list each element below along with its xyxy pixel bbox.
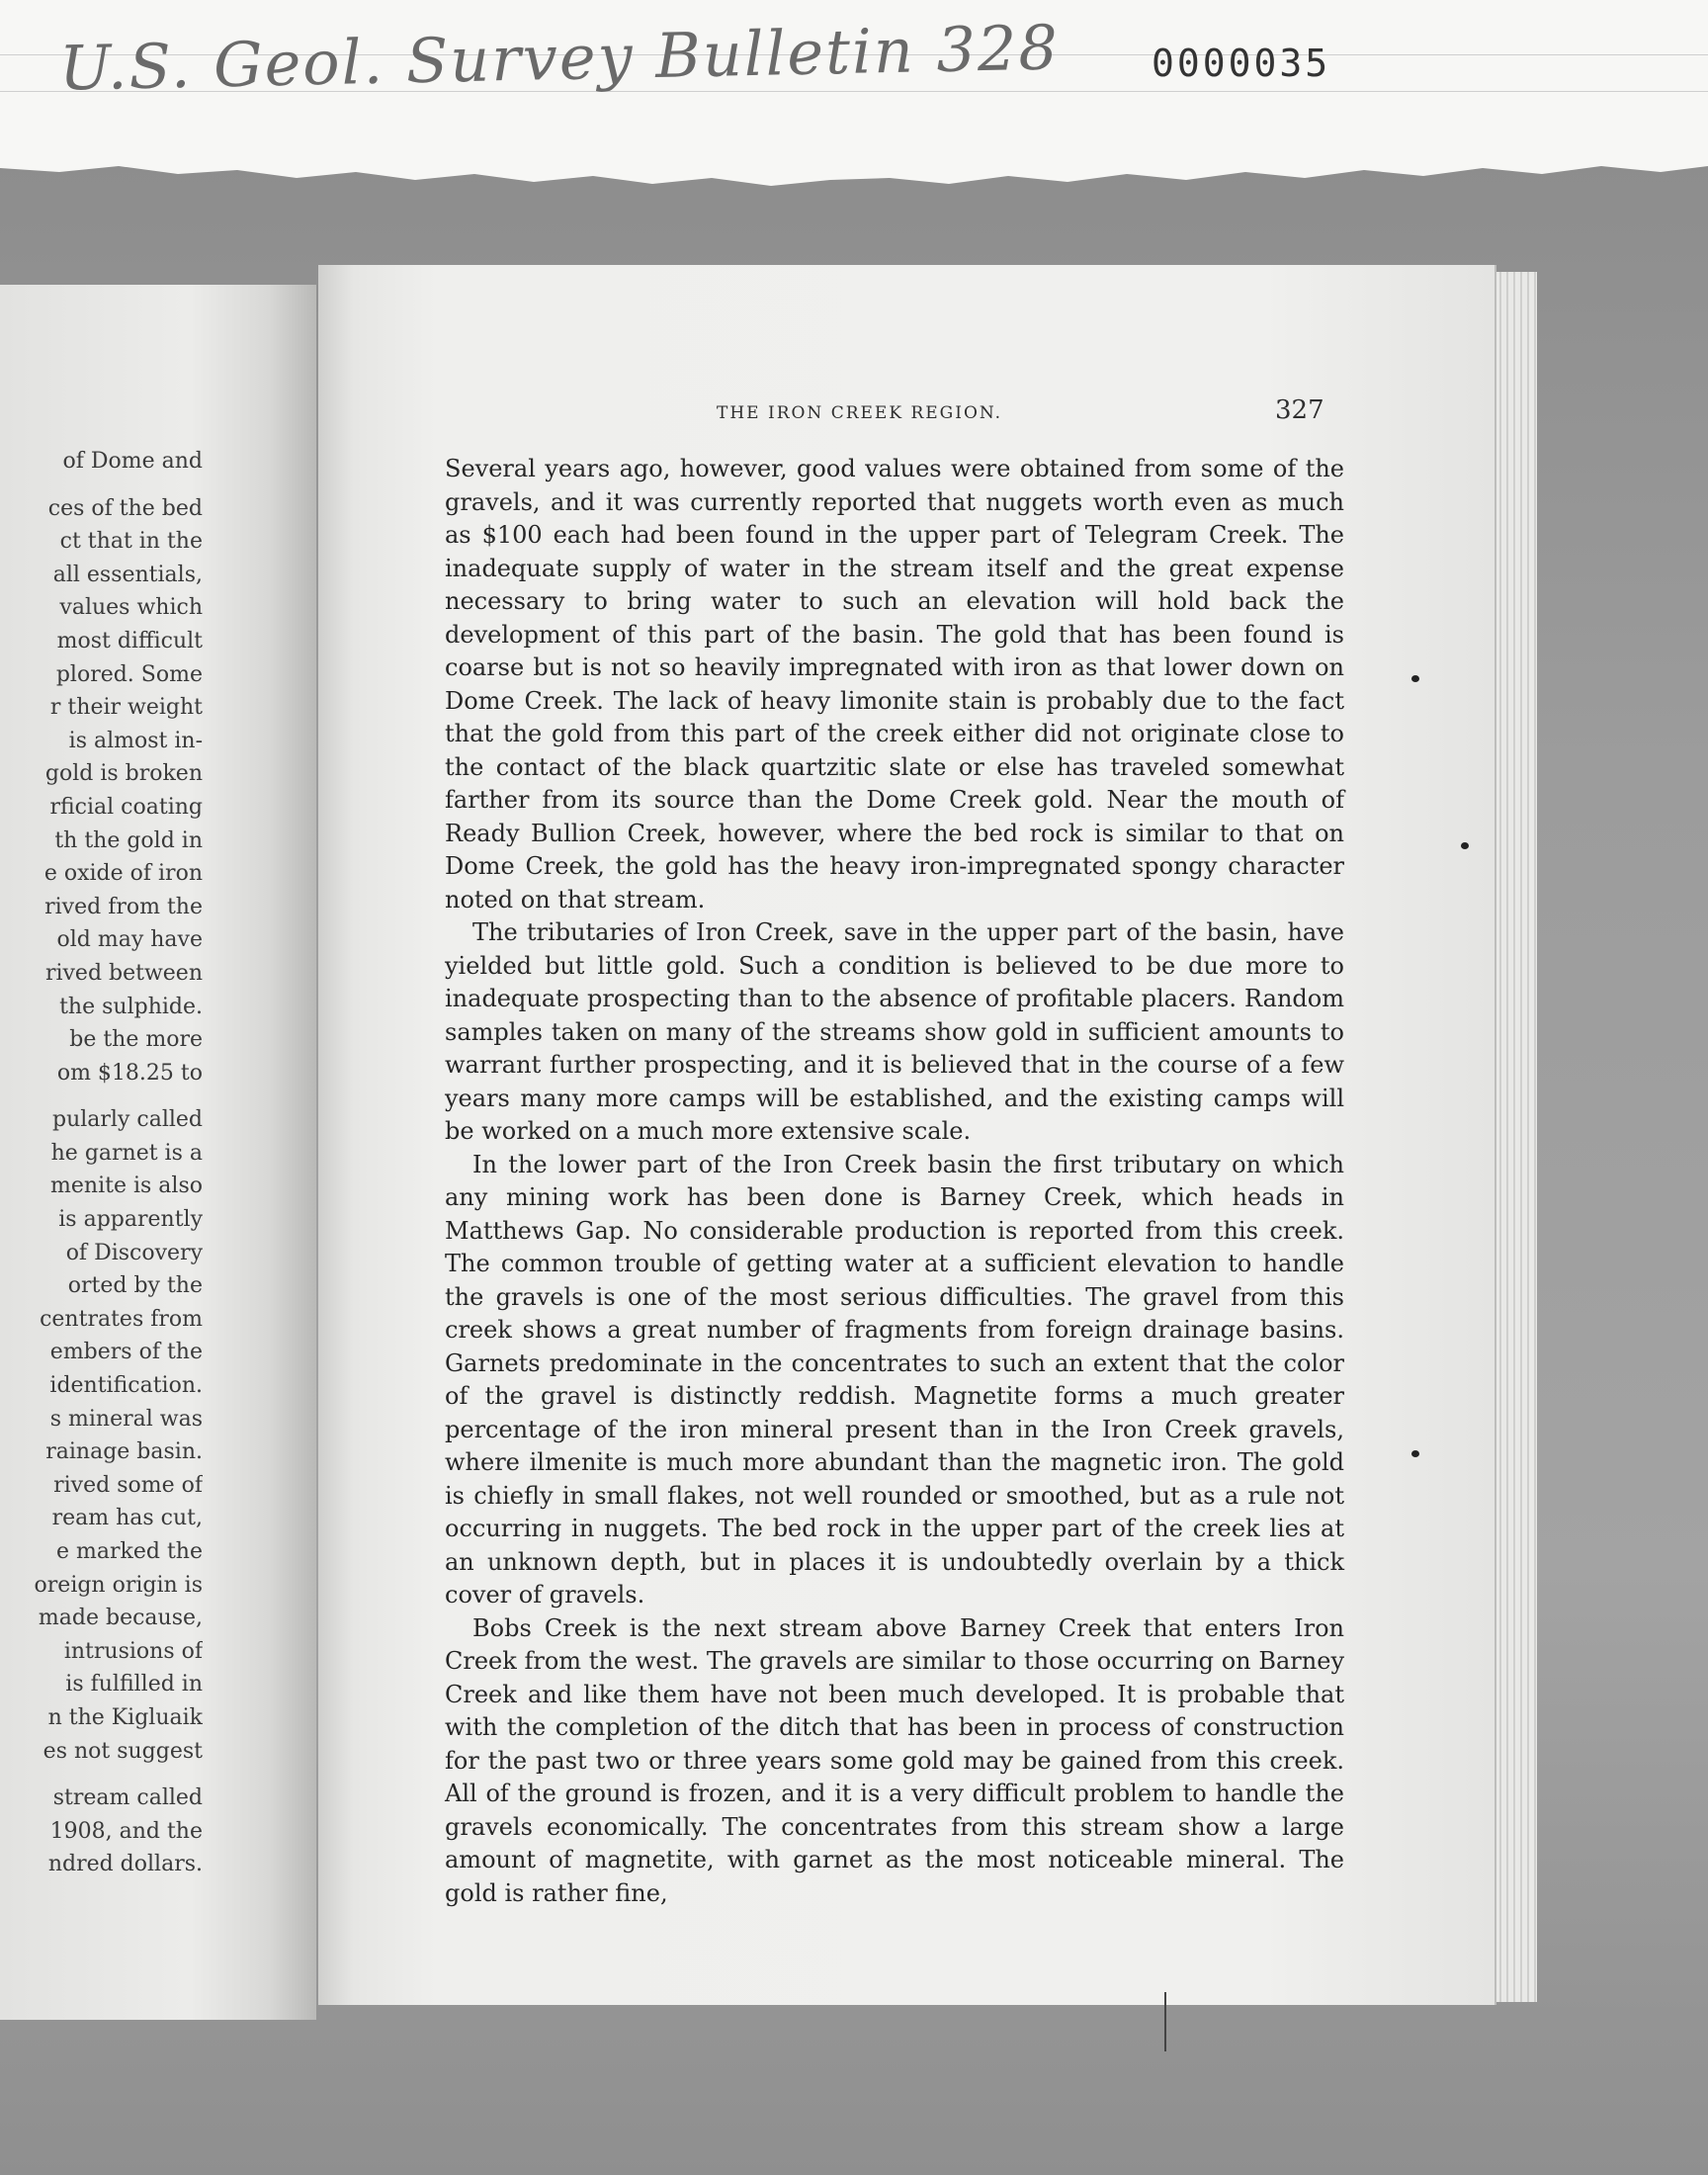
header-strip	[0, 0, 1708, 173]
left-page-line: ct that in the	[59, 529, 203, 555]
left-page-line: stream called	[52, 1785, 203, 1811]
scan-speck	[1411, 675, 1419, 682]
left-page-line: rived some of	[53, 1472, 203, 1498]
left-page-line: is fulfilled in	[65, 1672, 203, 1697]
left-page-line: is almost in-	[68, 728, 203, 753]
left-page-line: th the gold in	[54, 827, 203, 853]
left-page-line: be the more	[69, 1027, 203, 1053]
page-number: 327	[1275, 395, 1324, 425]
scan-speck	[1411, 1450, 1419, 1457]
scan-speck	[1461, 842, 1469, 849]
left-page-line: e marked the	[56, 1539, 203, 1564]
left-page-line: old may have	[56, 927, 203, 953]
page-body	[445, 453, 1344, 1910]
left-page-line: rived between	[44, 960, 203, 986]
page-header	[440, 395, 1329, 435]
left-page-line: he garnet is a	[50, 1140, 203, 1166]
left-page-line: identification.	[49, 1373, 203, 1399]
left-page-line: values which	[59, 595, 203, 621]
left-page-gap	[0, 1768, 203, 1782]
page-edges	[1488, 272, 1537, 2002]
left-page-line: of Dome and	[62, 449, 203, 474]
left-page-line: menite is also	[50, 1174, 203, 1199]
left-page-line: centrates from	[40, 1306, 203, 1332]
left-page-line: 1908, and the	[49, 1818, 203, 1844]
paragraph: Bobs Creek is the next stream above Barney Creek that enters Iron Creek from the west. The gravels are similar to those occurring on Barney Creek and like them have not been much developed. It is probable that with the completion of the ditch that has been in process of construction for the past two or three years some gold may be gained from this creek. All of the ground is frozen, and it is a very difficult problem to handle the gravels economically. The concentrates from this stream show a large amount of magnetite, with garnet as the most noticeable mineral. The gold is rather fine,	[445, 1613, 1344, 1907]
paragraph: Several years ago, however, good values were obtained from some of the gravels, and it was currently reported that nuggets worth even as much as $100 each had been found in the upper part of Telegram Creek. The inadequate supply of water in the stream itself and the great expense necessary to bring water to such an elevation will hold back the development of this part of the basin. The gold that has been found is coarse but is not so heavily impregnated with iron as that lower down on Dome Creek. The lack of heavy limonite stain is probably due to the fact that the gold from this part of the creek either did not originate close to the contact of the black quartzitic slate or else has traveled somewhat farther from its source than the Dome Creek gold. Near the mouth of Ready Bullion Creek, however, where the bed rock is similar to that on Dome Creek, the gold has the heavy iron-impregnated spongy character noted on that stream.	[445, 455, 1344, 914]
left-page-line: all essentials,	[52, 562, 203, 587]
running-head: THE IRON CREEK REGION.	[717, 403, 1003, 423]
left-page-gap	[0, 1089, 203, 1103]
left-page-line: om $18.25 to	[56, 1060, 203, 1086]
left-page-line: is apparently	[58, 1207, 203, 1233]
paragraph: The tributaries of Iron Creek, save in the upper part of the basin, have yielded but little gold. Such a condition is believed to be due more to inadequate prospecting than to the absence of profitable placers. Random samples taken on many of the streams show gold in sufficient amounts to warrant further prospecting, and it is believed that in the course of a few years many more camps will be established, and the existing camps will be worked on a much more extensive scale.	[445, 918, 1344, 1145]
left-page-line: es not suggest	[43, 1738, 203, 1764]
left-page-line: ream has cut,	[51, 1506, 203, 1531]
left-page-line: rainage basin.	[45, 1439, 203, 1465]
left-page-line: orted by the	[67, 1273, 203, 1299]
document-stamp-number: 0000035	[1152, 42, 1331, 85]
left-page-line: ndred dollars.	[47, 1852, 203, 1877]
left-page-line: gold is broken	[44, 761, 203, 787]
left-page-line: s mineral was	[49, 1406, 203, 1432]
pencil-mark	[1164, 1992, 1166, 2051]
left-page-line: e oxide of iron	[43, 861, 203, 887]
left-page-line: made because,	[38, 1606, 203, 1631]
left-page-line: r their weight	[49, 695, 203, 721]
left-page-line: rficial coating	[49, 794, 203, 820]
paragraph: In the lower part of the Iron Creek basin the first tributary on which any mining work has been done is Barney Creek, which heads in Matthews Gap. No considerable production is reported from this creek. The common trouble of getting water at a sufficient elevation to handle the gravels is one of the most serious difficulties. The gravel from this creek shows a great number of fragments from foreign drainage basins. Garnets predominate in the concentrates to such an extent that the color of the gravel is distinctly reddish. Magnetite forms a much greater percentage of the iron mineral present than in the Iron Creek gravels, where ilmenite is much more abundant than the magnetic iron. The gold is chiefly in small flakes, not well rounded or smoothed, but as a rule not occurring in nuggets. The bed rock in the upper part of the creek lies at an unknown depth, but in places it is undoubtedly overlain by a thick cover of gravels.	[445, 1150, 1344, 1609]
torn-paper-edge	[0, 148, 1708, 208]
handwritten-note: U.S. Geol. Survey Bulletin 328	[58, 11, 1061, 105]
left-page-line: n the Kigluaik	[47, 1704, 203, 1730]
left-page-line: rived from the	[44, 894, 203, 919]
left-page-line: embers of the	[49, 1340, 203, 1365]
left-page-line: oreign origin is	[34, 1572, 203, 1598]
left-page-line: plored. Some	[55, 661, 203, 687]
left-page-line: of Discovery	[65, 1240, 203, 1265]
left-page-line: most difficult	[56, 628, 203, 653]
left-page-line: the sulphide.	[59, 994, 203, 1019]
left-page-line: pularly called	[52, 1107, 203, 1133]
left-page-text	[0, 445, 203, 1881]
left-page-line: intrusions of	[63, 1638, 203, 1664]
left-page-line: ces of the bed	[47, 495, 203, 521]
left-page-gap	[0, 478, 203, 492]
